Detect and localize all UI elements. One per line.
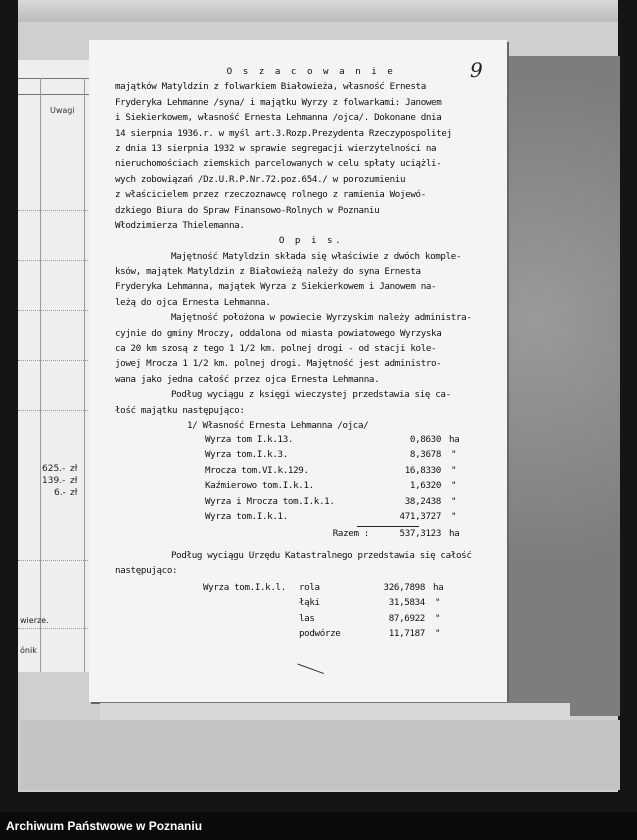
row-unit: " (451, 495, 457, 507)
text-line: łość majątku następująco: (115, 404, 245, 416)
ledger-rule (18, 78, 90, 79)
text-line: Fryderyka Lehmanna, majątek Wyrza z Siekierkowem i Janowem na- (115, 281, 437, 293)
archive-name: Archiwum Państwowe w Poznaniu (6, 819, 203, 833)
row-value: 8,3678 (409, 449, 441, 461)
table-row (299, 582, 469, 597)
archive-footer (0, 812, 637, 840)
ledger-dotted-rule (18, 628, 90, 629)
row-value: 326,7898 (383, 582, 425, 593)
folder-bottom (20, 720, 620, 790)
table-row (299, 628, 469, 643)
row-unit: " (451, 464, 457, 476)
text-line: z właścicielem przez rzeczoznawcę rolnego z ramienia Wojewó- (115, 189, 426, 201)
total-label: Razem : (332, 528, 369, 539)
table-row (205, 449, 465, 464)
ledger-rule (18, 94, 90, 95)
total-row (205, 528, 465, 543)
text-line: i Siekierkowem, własność Ernesta Lehmanna /ojca/. Dokonane dnia (115, 112, 442, 124)
row-value: 31,5834 (388, 597, 425, 609)
row-label: Wyrza i Mrocza tom.I.k.1. (205, 495, 335, 507)
text-line: nieruchomościach ziemskich parcelowanych w celu spłaty uciążli- (115, 158, 442, 170)
row-label: Mrocza tom.VI.k.129. (205, 464, 309, 476)
text-line: z dnia 13 sierpnia 1932 w sprawie segregacji wierzytelności na (115, 142, 437, 154)
table-row (205, 434, 465, 449)
text-line: jowej Mrocza 1 1/2 km. polnej drogi. Majętność jest administro- (115, 358, 442, 370)
ledger-dotted-rule (18, 360, 90, 361)
intro-paragraph (115, 79, 507, 233)
table-row (205, 480, 465, 495)
row-unit: ha (433, 582, 444, 593)
row-value: 0,8630 (409, 434, 441, 445)
underlying-sheet-edge (100, 702, 570, 721)
document-body (115, 64, 507, 433)
text-line: Podług wyciągu Urzędu Katastralnego przedstawia się całość (171, 550, 472, 561)
ledger-amount-unit: zł (70, 464, 78, 474)
total-value: 537,3123 (399, 528, 441, 539)
row-value: 11,7187 (388, 628, 425, 640)
ledger-column-rule (84, 78, 85, 672)
paragraph-ownership (115, 249, 507, 311)
row-value: 1,6320 (409, 480, 441, 492)
table-row (299, 613, 469, 628)
film-top-edge (18, 0, 618, 22)
text-line: cyjnie do gminy Mroczy, oddalona od miasta powiatowego Wyrzyska (115, 327, 442, 339)
row-label: łąki (299, 597, 320, 609)
text-line: ca 20 km szosą z tego 1 1/2 km. polnej drogi - od stacji kole- (115, 343, 437, 355)
ledger-amount-value: 6.- (54, 488, 66, 498)
paragraph-location (115, 310, 507, 387)
row-value: 16,8330 (404, 464, 441, 476)
ledger-sheet (18, 60, 91, 672)
row-unit: " (451, 480, 457, 492)
ledger-column-rule (40, 78, 41, 672)
ledger-dotted-rule (18, 410, 90, 411)
folio-number: 9 (470, 58, 483, 82)
text-line: następująco: (115, 565, 178, 577)
row-value: 38,2438 (404, 495, 441, 507)
ledger-dotted-rule (18, 560, 90, 561)
row-label: Wyrza tom I.k.13. (205, 434, 294, 445)
row-value: 471,3727 (399, 511, 441, 522)
row-unit: ha (449, 434, 460, 445)
ledger-fragment: ónik (20, 646, 37, 655)
ledger-amount-unit: zł (70, 488, 78, 498)
table-row (205, 511, 465, 526)
document-title: O s z a c o w a n i e (226, 66, 396, 77)
row-unit: " (435, 612, 441, 624)
row-label: podwórze (299, 628, 341, 640)
text-line: wana jako jedna całość przez ojca Ernesta Lehmanna. (115, 373, 380, 385)
table-row (205, 465, 465, 480)
section-title: O p i s. (278, 235, 344, 247)
row-unit: " (435, 628, 441, 640)
text-line: Majętność Matyldzin składa się właściwie z dwóch komple- (171, 250, 462, 262)
ledger-amount-value: 139.- (42, 476, 66, 486)
text-line: leżą do ojca Ernesta Lehmanna. (115, 296, 271, 308)
ledger-amount-value: 625.- (42, 464, 66, 474)
pencil-mark (294, 664, 324, 684)
row-value: 87,6922 (388, 612, 425, 624)
row-label: Wyrza tom.I.k.1. (205, 511, 288, 522)
total-unit: ha (449, 528, 460, 539)
ledger-amount-unit: zł (70, 476, 78, 486)
sum-underline (357, 526, 419, 527)
text-line: majątków Matyldzin z folwarkiem Białowieża, własność Ernesta (115, 81, 426, 93)
table-row (299, 597, 469, 612)
ledger-dotted-rule (18, 260, 90, 261)
folder-cover (500, 56, 620, 716)
table-row (205, 496, 465, 511)
document-page (89, 40, 507, 702)
text-line: wych zobowiązań /Dz.U.R.P.Nr.72.poz.654./ w porozumieniu (115, 173, 406, 185)
property-heading: 1/ Własność Ernesta Lehmanna /ojca/ (187, 419, 369, 431)
text-line: ksów, majątek Matyldzin z Białowieżą należy do syna Ernesta (115, 266, 421, 278)
ledger-dotted-rule (18, 310, 90, 311)
cadastre-table (203, 582, 463, 646)
ledger-heading: Uwagi (50, 106, 75, 115)
row-label: Wyrza tom.I.k.3. (205, 449, 288, 461)
text-line: Włodzimierza Thielemanna. (115, 219, 245, 231)
ledger-fragment: wierze. (20, 616, 49, 625)
property-table (205, 434, 465, 534)
row-unit: " (451, 449, 457, 461)
text-line: 14 sierpnia 1936.r. w myśl art.3.Rozp.Prezydenta Rzeczypospolitej (115, 127, 452, 139)
paragraph-land-register (115, 387, 507, 418)
ledger-dotted-rule (18, 210, 90, 211)
text-line: dzkiego Biura do Spraw Finansowo-Rolnych w Poznaniu (115, 204, 380, 216)
text-line: Podług wyciągu z księgi wieczystej przedstawia się ca- (171, 389, 451, 401)
text-line: Majętność położona w powiecie Wyrzyskim należy administra- (171, 312, 472, 324)
row-unit: " (451, 511, 457, 522)
text-line: Fryderyka Lehmanne /syna/ i majątku Wyrzy z folwarkami: Janowem (115, 96, 442, 108)
row-unit: " (435, 597, 441, 609)
row-label: las (299, 612, 315, 624)
row-label: Kaźmierowo tom.I.k.1. (205, 480, 314, 492)
row-label: rola (299, 582, 320, 593)
cadastre-lead: Wyrza tom.I.k.l. (203, 582, 286, 593)
